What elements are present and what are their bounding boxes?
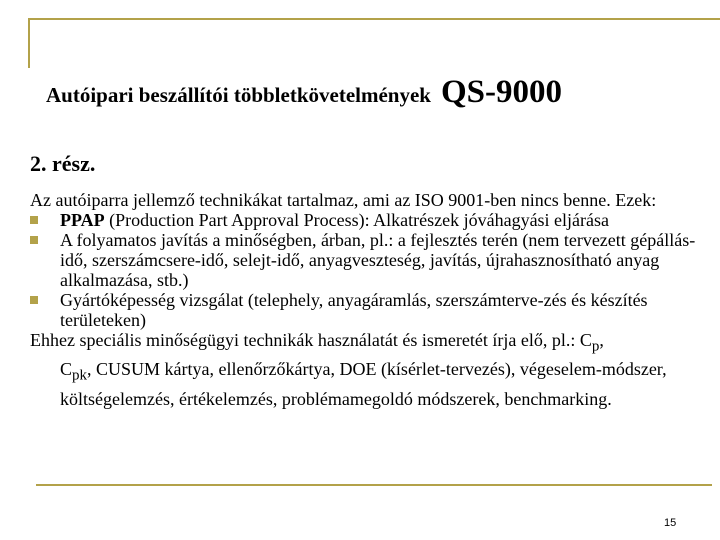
square-bullet-icon xyxy=(30,216,38,224)
bullet-item-ppap xyxy=(30,210,702,230)
closing-text-2: C xyxy=(60,358,73,379)
bullet-text: (Production Part Approval Process): Alkatrészek jóváhagyási eljárása xyxy=(104,210,610,230)
frame-horizontal-line xyxy=(28,18,720,20)
closing-text-1: Ehhez speciális minőségügyi technikák használatát és ismeretét írja elő, pl.: C xyxy=(30,330,592,350)
slide-subtitle: 2. rész. xyxy=(30,151,96,176)
bullet-text: A folyamatos javítás a minőségben, árban, pl.: a fejlesztés terén (nem tervezett gépállás-idő, szerszámcsere-idő, selejt-idő, anyagveszteség, javítás, újrahasznosítható anyag alkalmazása, stb.) xyxy=(60,230,696,290)
bullet-item-improvement xyxy=(30,230,702,290)
title-code: QS-9000 xyxy=(440,74,562,110)
square-bullet-icon xyxy=(30,296,38,304)
intro-paragraph: Az autóiparra jellemző technikákat tartalmaz, ami az ISO 9001-ben nincs benne. Ezek: xyxy=(30,190,657,210)
slide-body xyxy=(30,190,702,411)
cp-subscript: p xyxy=(591,338,600,355)
page-number: 15 xyxy=(664,517,677,529)
bullet-lead: PPAP xyxy=(60,210,105,230)
frame-vertical-line xyxy=(28,18,30,68)
slide-title xyxy=(46,74,562,111)
title-main: Autóipari beszállítói többletkövetelmények xyxy=(46,83,431,107)
closing-paragraph-cont xyxy=(30,357,702,412)
bullet-text: Gyártóképesség vizsgálat (telephely, anyagáramlás, szerszámterve-zés és készítés területeken) xyxy=(60,290,648,330)
cpk-subscript: pk xyxy=(72,367,88,384)
square-bullet-icon xyxy=(30,236,38,244)
closing-text-3: , CUSUM kártya, ellenőrzőkártya, DOE (kísérlet-tervezés), végeselem-módszer, költségelemzés, értékelemzés, problémamegoldó módszerek, benchmarking. xyxy=(60,358,667,410)
closing-paragraph: Ehhez speciális minőségügyi technikák használatát és ismeretét írja elő, pl.: $C_p$, xyxy=(30,330,604,355)
bullet-item-capability xyxy=(30,290,702,330)
bottom-divider xyxy=(36,484,712,486)
